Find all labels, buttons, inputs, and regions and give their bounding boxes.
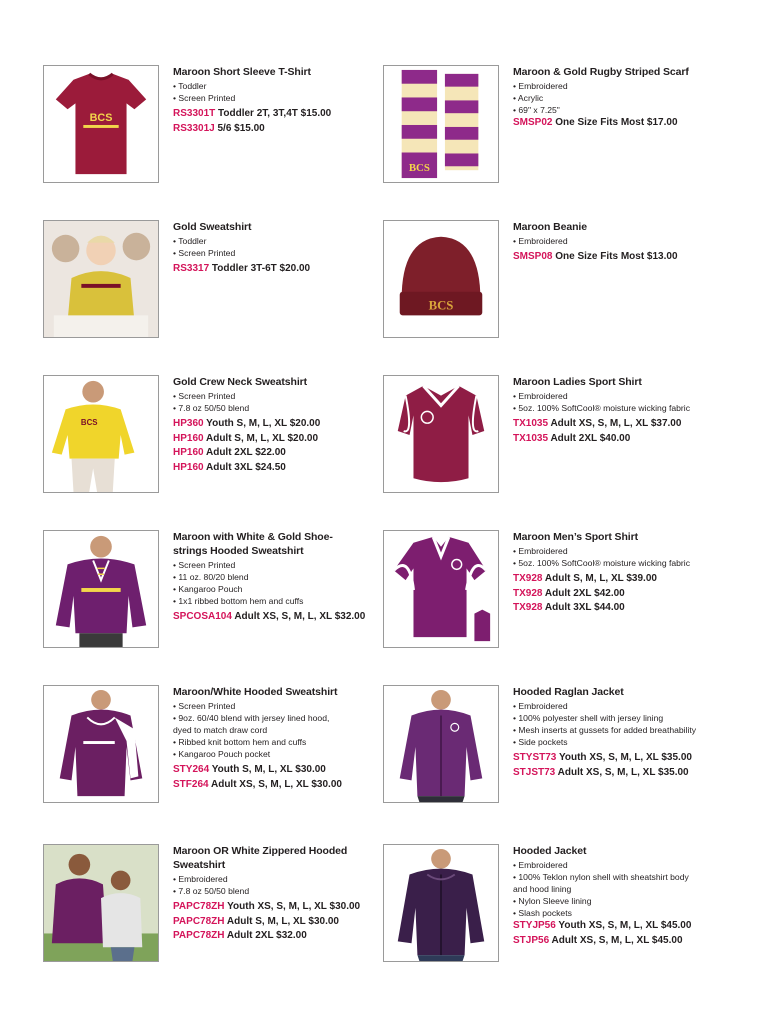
price-desc: 5/6 $15.00 (214, 122, 265, 134)
feature-item: • 5oz. 100% SoftCool® moisture wicking fabric (513, 558, 690, 568)
product-gold-crewneck (43, 375, 428, 530)
product-code: TX1035 (513, 418, 549, 429)
product-code: TX928 (513, 587, 543, 599)
price-line (513, 919, 763, 934)
feature-item: • 7.8 oz 50/50 blend (173, 403, 250, 413)
product-title: Maroon Short Sleeve T-Shirt (173, 66, 311, 78)
price-desc: Adult XS, S, M, L, XL $37.00 (548, 418, 682, 429)
price-desc: Youth XS, S, M, L, XL $35.00 (556, 752, 692, 763)
feature-item: and hood lining (513, 884, 572, 894)
price-desc: Adult 3XL $24.50 (203, 461, 286, 473)
price-line (513, 417, 763, 432)
product-title: Gold Sweatshirt (173, 221, 252, 233)
price-line (513, 766, 763, 781)
hooded-jacket-icon (383, 844, 499, 962)
price-line (513, 601, 763, 616)
product-title: Maroon Ladies Sport Shirt (513, 376, 642, 388)
feature-item: • Kangaroo Pouch pocket (173, 749, 271, 759)
price-desc: Adult XS, S, M, L, XL $45.00 (549, 934, 683, 946)
price-desc: Adult 2XL $40.00 (548, 432, 631, 444)
price-desc: Adult 2XL $32.00 (224, 930, 307, 941)
price-desc: Adult XS, S, M, L, XL $35.00 (555, 766, 689, 778)
product-hooded-jacket (383, 844, 768, 999)
svg-text:BCS: BCS (89, 112, 113, 125)
crewneck-sweatshirt-icon (43, 375, 159, 493)
feature-item: • 69" x 7.25" (513, 105, 560, 115)
price-desc: Youth XS, S, M, L, XL $30.00 (224, 901, 361, 912)
product-code: HP360 (173, 418, 204, 429)
feature-item: • Toddler (173, 81, 207, 91)
feature-item: • 7.8 oz 50/50 blend (173, 886, 250, 896)
product-maroon-white-hoodie (43, 685, 428, 840)
feature-item: • Embroidered (513, 546, 568, 556)
feature-item: • Screen Printed (173, 701, 236, 711)
product-title: Hooded Raglan Jacket (513, 686, 624, 698)
feature-item: • Screen Printed (173, 391, 236, 401)
price-desc: Adult 3XL $44.00 (542, 602, 625, 613)
product-code: SMSP08 (513, 251, 553, 262)
title-line: Maroon with White & Gold Shoe- (173, 531, 333, 543)
product-maroon-tshirt (43, 65, 428, 220)
feature-item: • 100% polyester shell with jersey lining (513, 713, 664, 723)
feature-item: • 100% Teklon nylon shell with sheatshirt body (513, 872, 689, 882)
feature-item: • Acrylic (513, 93, 544, 103)
feature-item: • Slash pockets (513, 908, 572, 918)
price-line (513, 116, 763, 131)
price-desc: Toddler 2T, 3T,4T $15.00 (215, 108, 332, 119)
feature-item: • Embroidered (513, 860, 568, 870)
product-code: RS3301J (173, 122, 215, 134)
product-title: Gold Crew Neck Sweatshirt (173, 376, 308, 388)
product-code: RS3301T (173, 108, 216, 119)
beanie-icon (383, 220, 499, 338)
laced-hoodie-icon (43, 530, 159, 648)
feature-item: • 9oz. 60/40 blend with jersey lined hood, (173, 713, 330, 723)
product-code: SMSP02 (513, 117, 553, 128)
product-code: STJST73 (513, 766, 556, 778)
product-code: PAPC78ZH (173, 930, 225, 941)
feature-item: • Embroidered (513, 236, 568, 246)
feature-item: • Screen Printed (173, 248, 236, 258)
price-desc: Adult XS, S, M, L, XL $32.00 (231, 611, 366, 622)
product-title: Maroon & Gold Rugby Striped Scarf (513, 66, 689, 78)
svg-text:BCS: BCS (80, 418, 98, 428)
svg-text:BCS: BCS (428, 298, 454, 313)
price-line (513, 432, 763, 447)
product-title: Hooded Jacket (513, 845, 587, 857)
product-gold-sweatshirt (43, 220, 428, 375)
svg-text:BCS: BCS (408, 162, 430, 175)
product-code: HP160 (173, 447, 204, 458)
price-line (513, 587, 763, 602)
product-code: STYST73 (513, 752, 557, 763)
product-zip-hoodie (43, 844, 428, 999)
product-code: TX1035 (513, 432, 549, 444)
product-title: Maroon Beanie (513, 221, 587, 233)
toddler-sweatshirt-icon (43, 220, 159, 338)
product-mens-sport-shirt (383, 530, 768, 685)
feature-item: • Toddler (173, 236, 207, 246)
feature-item: • 11 oz. 80/20 blend (173, 572, 249, 582)
price-desc: Adult S, M, L, XL $20.00 (203, 432, 319, 444)
product-raglan-jacket (383, 685, 768, 840)
feature-item: • Screen Printed (173, 560, 236, 570)
maroon-tshirt-icon (43, 65, 159, 183)
feature-item: • Kangaroo Pouch (173, 584, 243, 594)
feature-item: • Embroidered (513, 391, 568, 401)
feature-item: • Embroidered (513, 701, 568, 711)
feature-item: • 5oz. 100% SoftCool® moisture wicking fabric (513, 403, 690, 413)
price-desc: Youth XS, S, M, L, XL $45.00 (555, 920, 692, 931)
product-code: TX928 (513, 602, 543, 613)
title-line: Maroon OR White Zippered Hooded (173, 845, 348, 857)
price-line (513, 572, 763, 587)
price-desc: One Size Fits Most $17.00 (552, 117, 678, 128)
product-ladies-sport-shirt (383, 375, 768, 530)
price-desc: Youth S, M, L, XL $30.00 (209, 764, 326, 775)
product-code: TX928 (513, 573, 543, 584)
title-line: strings Hooded Sweatshirt (173, 545, 304, 557)
product-code: STF264 (173, 778, 209, 790)
feature-item: • Nylon Sleeve lining (513, 896, 592, 906)
product-title: Maroon/White Hooded Sweatshirt (173, 686, 338, 698)
product-code: STJP56 (513, 934, 550, 946)
product-code: PAPC78ZH (173, 915, 225, 927)
product-code: STY264 (173, 764, 210, 775)
product-code: RS3317 (173, 263, 210, 274)
feature-item: • Side pockets (513, 737, 568, 747)
product-laced-hoodie (43, 530, 428, 685)
feature-item: • Embroidered (173, 874, 228, 884)
two-tone-hoodie-icon (43, 685, 159, 803)
zip-hoodie-icon (43, 844, 159, 962)
feature-item: • 1x1 ribbed bottom hem and cuffs (173, 596, 304, 606)
product-code: PAPC78ZH (173, 901, 225, 912)
raglan-jacket-icon (383, 685, 499, 803)
price-desc: Adult 2XL $42.00 (542, 587, 625, 599)
product-maroon-beanie (383, 220, 768, 375)
product-striped-scarf (383, 65, 768, 220)
feature-item: • Embroidered (513, 81, 568, 91)
price-desc: Toddler 3T-6T $20.00 (209, 263, 311, 274)
title-line: Sweatshirt (173, 859, 226, 871)
price-desc: Adult 2XL $22.00 (203, 447, 286, 458)
price-line (513, 934, 763, 949)
product-code: HP160 (173, 432, 204, 444)
price-desc: One Size Fits Most $13.00 (552, 251, 678, 262)
price-line (513, 751, 763, 766)
striped-scarf-icon (383, 65, 499, 183)
price-desc: Youth S, M, L, XL $20.00 (203, 418, 321, 429)
price-desc: Adult S, M, L, XL $30.00 (224, 915, 339, 927)
price-desc: Adult S, M, L, XL $39.00 (542, 573, 657, 584)
feature-item: • Screen Printed (173, 93, 236, 103)
product-code: HP160 (173, 461, 204, 473)
product-title: Maroon Men’s Sport Shirt (513, 531, 638, 543)
product-code: STYJP56 (513, 920, 556, 931)
ladies-polo-icon (383, 375, 499, 493)
feature-item: dyed to match draw cord (173, 725, 268, 735)
feature-item: • Ribbed knit bottom hem and cuffs (173, 737, 307, 747)
product-code: SPCOSA104 (173, 611, 232, 622)
feature-item: • Mesh inserts at gussets for added breathability (513, 725, 697, 735)
price-desc: Adult XS, S, M, L, XL $30.00 (208, 778, 342, 790)
price-line (513, 250, 763, 265)
mens-polo-icon (383, 530, 499, 648)
